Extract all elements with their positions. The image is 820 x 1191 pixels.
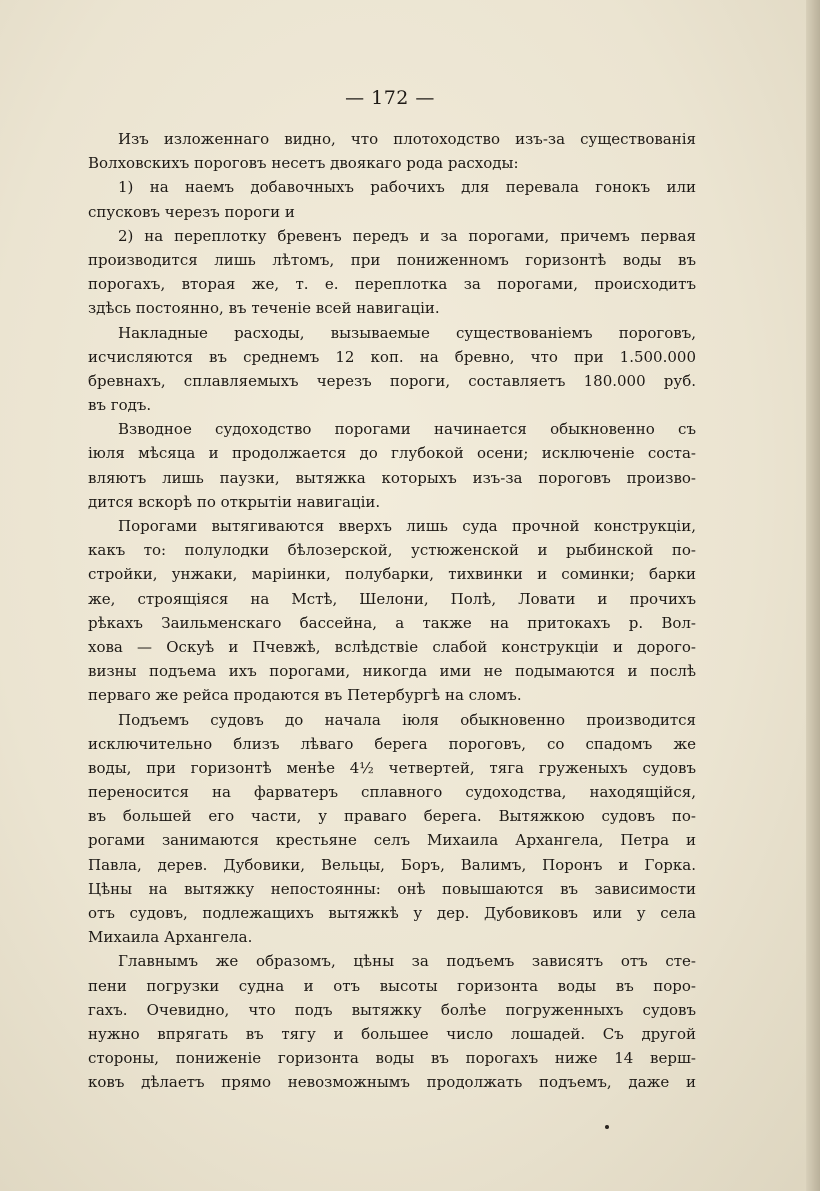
text-line: спусковъ черезъ пороги и bbox=[88, 202, 295, 221]
text-line: рогами занимаются крестьяне селъ Михаила Архангела, Петра и bbox=[88, 831, 696, 850]
text-line: гахъ. Очевидно, что подъ вытяжку болѣе погруженныхъ судовъ bbox=[88, 1000, 696, 1019]
text-line: ковъ дѣлаетъ прямо невозможнымъ продолжать подъемъ, даже и bbox=[88, 1073, 696, 1092]
text-line: Порогами вытягиваются вверхъ лишь суда прочной конструкціи, bbox=[118, 517, 696, 535]
text-line: рѣкахъ Заильменскаго бассейна, а также на притокахъ р. Вол- bbox=[88, 613, 696, 632]
text-line: отъ судовъ, подлежащихъ вытяжкѣ у дер. Дубовиковъ или у села bbox=[88, 904, 696, 922]
text-line: перваго же рейса продаются въ Петербургѣ на сломъ. bbox=[88, 686, 522, 705]
text-line: пени погрузки судна и отъ высоты горизонта воды въ поро- bbox=[88, 976, 696, 995]
text-line: переносится на фарватеръ сплавного судоходства, находящійся, bbox=[88, 783, 696, 802]
book-spine-edge bbox=[806, 0, 820, 1191]
text-line: Цѣны на вытяжку непостоянны: онѣ повышаются въ зависимости bbox=[88, 879, 696, 898]
text-line: вляютъ лишь паузки, вытяжка которыхъ изъ-за пороговъ произво- bbox=[88, 468, 696, 487]
text-line: Павла, дерев. Дубовики, Вельцы, Боръ, Валимъ, Поронъ и Горка. bbox=[88, 855, 696, 874]
text-line: Накладные расходы, вызываемые существованіемъ пороговъ, bbox=[118, 323, 696, 342]
ink-speck bbox=[605, 1125, 609, 1129]
text-line: Изъ изложеннаго видно, что плотоходство изъ-за существованія bbox=[118, 130, 696, 148]
text-line: Михаила Архангела. bbox=[88, 928, 253, 947]
text-line: Взводное судоходство порогами начинается обыкновенно съ bbox=[118, 420, 696, 439]
page-number: — 172 — bbox=[345, 87, 435, 109]
text-line: же, строящіяся на Мстѣ, Шелони, Полѣ, Ловати и прочихъ bbox=[88, 589, 696, 608]
text-line: стройки, унжаки, маріинки, полубарки, тихвинки и соминки; барки bbox=[88, 565, 696, 584]
text-line: дится вскорѣ по открытіи навигаціи. bbox=[88, 492, 381, 511]
text-line: какъ то: полулодки бѣлозерской, устюженской и рыбинской по- bbox=[88, 541, 696, 560]
text-line: исчисляются въ среднемъ 12 коп. на бревно, что при 1.500.000 bbox=[88, 347, 696, 366]
text-line: 2) на переплотку бревенъ передъ и за порогами, причемъ первая bbox=[118, 226, 696, 245]
body-text bbox=[88, 127, 696, 1095]
text-line: здѣсь постоянно, въ теченіе всей навигаціи. bbox=[88, 299, 440, 318]
text-line: порогахъ, вторая же, т. е. переплотка за порогами, происходитъ bbox=[88, 275, 696, 294]
text-line: іюля мѣсяца и продолжается до глубокой осени; исключеніе соста- bbox=[88, 444, 696, 463]
text-line: визны подъема ихъ порогами, никогда ими не подымаются и послѣ bbox=[88, 662, 696, 681]
text-line: хова — Оскуѣ и Пчевжѣ, вслѣдствіе слабой конструкціи и дорого- bbox=[88, 637, 696, 656]
text-line: стороны, пониженіе горизонта воды въ порогахъ ниже 14 верш- bbox=[88, 1049, 696, 1068]
text-line: бревнахъ, сплавляемыхъ черезъ пороги, составляетъ 180.000 руб. bbox=[88, 371, 696, 390]
text-line: нужно впрягать въ тягу и большее число лошадей. Съ другой bbox=[88, 1024, 696, 1043]
text-line: производится лишь лѣтомъ, при пониженномъ горизонтѣ воды въ bbox=[88, 250, 696, 269]
text-line: Главнымъ же образомъ, цѣны за подъемъ зависятъ отъ сте- bbox=[118, 952, 696, 971]
text-line: Волховскихъ пороговъ несетъ двоякаго рода расходы: bbox=[88, 154, 519, 173]
text-line: Подъемъ судовъ до начала іюля обыкновенно производится bbox=[118, 710, 696, 729]
text-line: воды, при горизонтѣ менѣе 4½ четвертей, тяга груженыхъ судовъ bbox=[88, 758, 696, 777]
text-line: исключительно близъ лѣваго берега пороговъ, со спадомъ же bbox=[88, 734, 696, 753]
text-line: въ большей его части, у праваго берега. Вытяжкою судовъ по- bbox=[88, 807, 696, 826]
text-line: 1) на наемъ добавочныхъ рабочихъ для перевала гонокъ или bbox=[118, 178, 696, 197]
text-line: въ годъ. bbox=[88, 396, 152, 415]
